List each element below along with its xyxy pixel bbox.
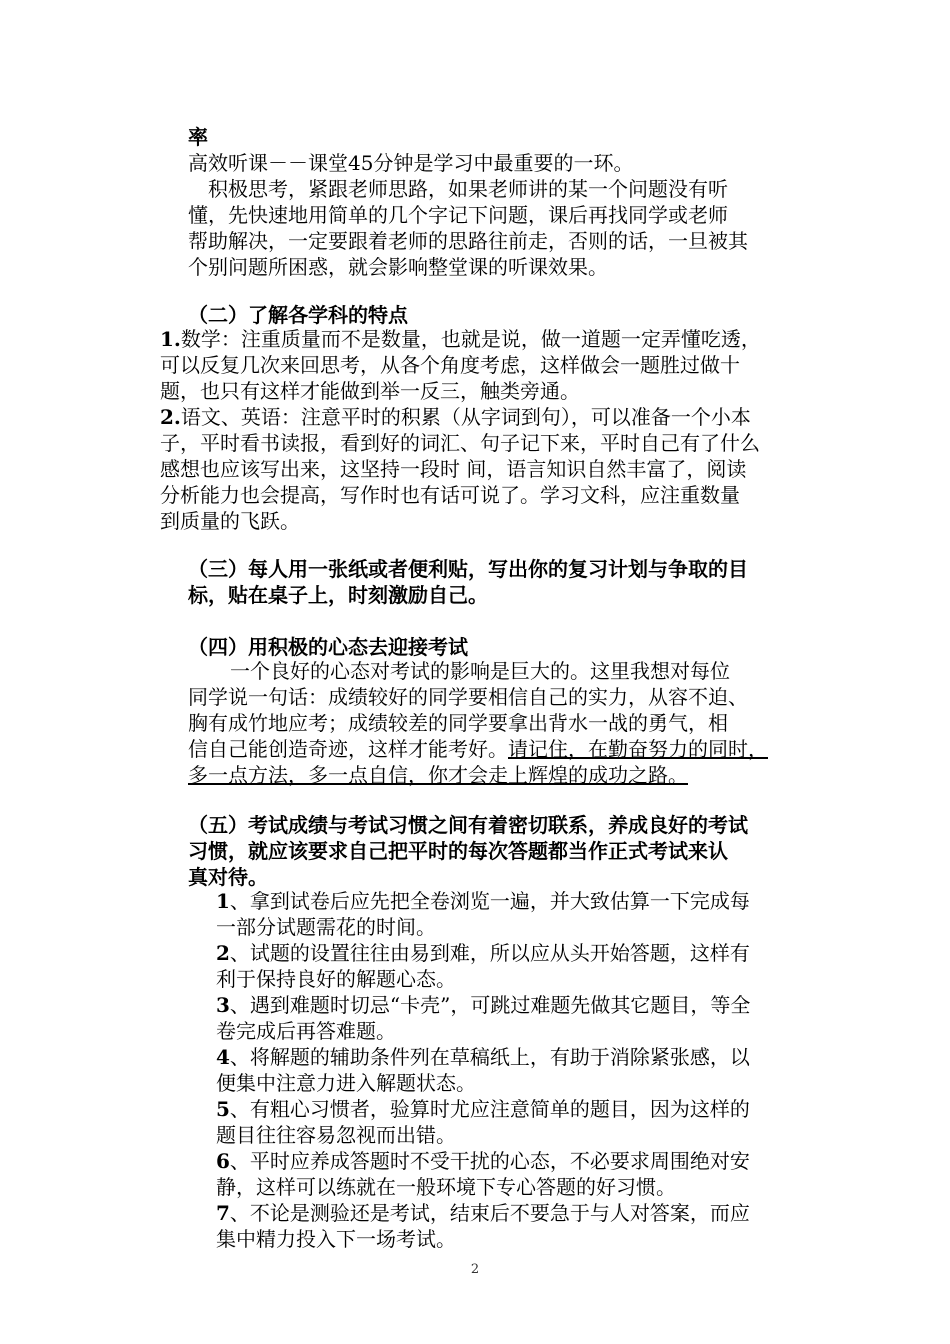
intro-efficient-listening: 高效听课－－课堂45分钟是学习中最重要的一环。: [188, 151, 634, 175]
list-item-continuation: 静，这样可以练就在一般环境下专心答题的好习惯。: [216, 1175, 676, 1199]
item-number: 1: [216, 889, 230, 913]
section3-line-1: （三）每人用一张纸或者便利贴，写出你的复习计划与争取的目: [188, 557, 748, 581]
list-item-continuation: 题目往往容易忽视而出错。: [216, 1123, 456, 1147]
list-item-continuation: 一部分试题需花的时间。: [216, 915, 436, 939]
section4-line-5-underlined: 多一点方法，多一点自信，你才会走上辉煌的成功之路。: [188, 763, 688, 787]
section4-line-4: [188, 736, 768, 762]
list-item-continuation: 利于保持良好的解题心态。: [216, 967, 456, 991]
intro-heading-tail: 率: [188, 125, 208, 149]
list-item: [216, 1200, 750, 1226]
section4-line-3: 胸有成竹地应考；成绩较差的同学要拿出背水一战的勇气，相: [188, 711, 728, 735]
section4-line-1: 一个良好的心态对考试的影响是巨大的。这里我想对每位: [230, 659, 730, 683]
section4-line-4-underlined: 请记住，在勤奋努力的同时，: [508, 737, 768, 761]
item-number: 4: [216, 1045, 230, 1069]
section5-heading-line-3: 真对待。: [188, 865, 268, 889]
section3-line-2: 标，贴在桌子上，时刻激励自己。: [188, 583, 488, 607]
list-item: [216, 1148, 750, 1174]
item-text: 、遇到难题时切忌“卡壳”，可跳过难题先做其它题目，等全: [229, 993, 751, 1017]
list-item: [216, 992, 750, 1018]
item-text: 、不论是测验还是考试，结束后不要急于与人对答案，而应: [229, 1201, 750, 1225]
list-item: [216, 1044, 750, 1070]
item-number: 2: [216, 941, 230, 965]
list-item-continuation: 集中精力投入下一场考试。: [216, 1227, 456, 1251]
lang-label: 2.: [160, 405, 181, 429]
item-text: 、平时应养成答题时不受干扰的心态，不必要求周围绝对安: [229, 1149, 750, 1173]
math-label: 1.: [160, 327, 181, 351]
math-line-1: [160, 326, 761, 352]
item-number: 3: [216, 993, 230, 1017]
intro-para-line-2: 懂，先快速地用简单的几个字记下问题，课后再找同学或老师: [188, 203, 728, 227]
intro-para-line-3: 帮助解决，一定要跟着老师的思路往前走，否则的话，一旦被其: [188, 229, 748, 253]
intro-para-line-1: 积极思考，紧跟老师思路，如果老师讲的某一个问题没有听: [188, 177, 728, 201]
lang-line-4: 分析能力也会提高，写作时也有话可说了。学习文科，应注重数量: [160, 483, 740, 507]
section5-heading-line-2: 习惯，就应该要求自己把平时的每次答题都当作正式考试来认: [188, 839, 728, 863]
list-item: [216, 1096, 750, 1122]
item-text: 、有粗心习惯者，验算时尤应注意简单的题目，因为这样的: [229, 1097, 750, 1121]
section4-line-2: 同学说一句话：成绩较好的同学要相信自己的实力，从容不迫、: [188, 685, 748, 709]
math-text-1: 数学：注重质量而不是数量，也就是说，做一道题一定弄懂吃透，: [180, 327, 761, 351]
list-item: [216, 888, 750, 914]
section5-heading-line-1: （五）考试成绩与考试习惯之间有着密切联系，养成良好的考试: [188, 813, 748, 837]
section4-line-4-plain: 信自己能创造奇迹，这样才能考好。: [188, 737, 508, 761]
math-line-2: 可以反复几次来回思考，从各个角度考虑，这样做会一题胜过做十: [160, 353, 740, 377]
item-text: 、拿到试卷后应先把全卷浏览一遍，并大致估算一下完成每: [229, 889, 750, 913]
lang-line-1: [160, 404, 751, 430]
math-line-3: 题，也只有这样才能做到举一反三，触类旁通。: [160, 379, 580, 403]
item-number: 6: [216, 1149, 230, 1173]
list-item-continuation: 便集中注意力进入解题状态。: [216, 1071, 476, 1095]
lang-text-1: 语文、英语：注意平时的积累（从字词到句），可以准备一个小本: [180, 405, 751, 429]
item-text: 、将解题的辅助条件列在草稿纸上，有助于消除紧张感，以: [229, 1045, 750, 1069]
item-number: 5: [216, 1097, 230, 1121]
item-number: 7: [216, 1201, 230, 1225]
section4-heading: （四）用积极的心态去迎接考试: [188, 635, 468, 659]
lang-line-5: 到质量的飞跃。: [160, 509, 300, 533]
page-number: 2: [470, 1262, 480, 1277]
lang-line-2: 子，平时看书读报，看到好的词汇、句子记下来，平时自己有了什么: [160, 431, 760, 455]
list-item: [216, 940, 750, 966]
lang-line-3: 感想也应该写出来，这坚持一段时 间，语言知识自然丰富了，阅读: [160, 457, 747, 481]
intro-para-line-4: 个别问题所困惑，就会影响整堂课的听课效果。: [188, 255, 608, 279]
list-item-continuation: 卷完成后再答难题。: [216, 1019, 396, 1043]
item-text: 、试题的设置往往由易到难，所以应从头开始答题，这样有: [229, 941, 750, 965]
section2-heading: （二）了解各学科的特点: [188, 303, 408, 327]
